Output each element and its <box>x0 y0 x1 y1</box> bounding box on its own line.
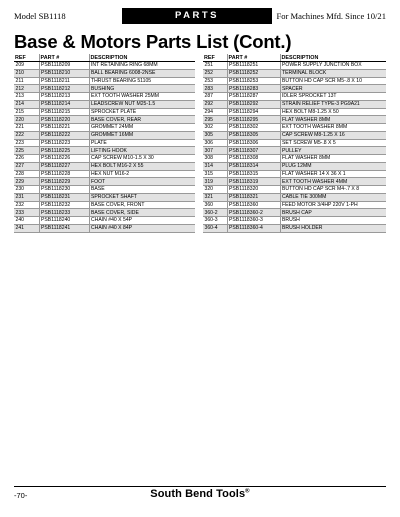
description-cell: HEX BOLT M16-2 X 55 <box>89 162 195 170</box>
part-number-cell: PSB1118283 <box>227 85 280 93</box>
table-row <box>14 193 195 201</box>
description-cell: SPACER <box>280 85 386 93</box>
footer-rule <box>14 486 386 487</box>
description-cell: BRUSH <box>280 217 386 225</box>
section-banner: PARTS <box>122 8 272 24</box>
description-cell: EXT TOOTH WASHER 8MM <box>280 124 386 132</box>
description-cell: LEADSCREW NUT M25-1.5 <box>89 100 195 108</box>
ref-cell: 360-2 <box>203 209 227 217</box>
ref-cell: 307 <box>203 147 227 155</box>
table-row <box>14 124 195 132</box>
ref-cell: 319 <box>203 178 227 186</box>
table-row <box>14 170 195 178</box>
ref-cell: 283 <box>203 85 227 93</box>
part-number-cell: PSB1118295 <box>227 116 280 124</box>
description-cell: FLAT WASHER 8MM <box>280 116 386 124</box>
table-row <box>14 201 195 209</box>
table-row <box>203 155 386 163</box>
part-number-cell: PSB1118212 <box>39 85 89 93</box>
table-row <box>14 217 195 225</box>
part-number-cell: PSB1118213 <box>39 93 89 101</box>
table-row <box>14 62 195 70</box>
ref-cell: 251 <box>203 62 227 70</box>
ref-cell: 232 <box>14 201 39 209</box>
ref-cell: 214 <box>14 100 39 108</box>
table-row <box>14 93 195 101</box>
part-number-cell: PSB1118232 <box>39 201 89 209</box>
ref-cell: 253 <box>203 77 227 85</box>
ref-cell: 240 <box>14 217 39 225</box>
description-cell: PULLEY <box>280 147 386 155</box>
table-row <box>14 224 195 232</box>
description-cell: EXT TOOTH WASHER 4MM <box>280 178 386 186</box>
part-number-cell: PSB1118223 <box>39 139 89 147</box>
part-number-cell: PSB1118315 <box>227 170 280 178</box>
description-cell: EXT TOOTH WASHER 25MM <box>89 93 195 101</box>
part-number-cell: PSB1118306 <box>227 139 280 147</box>
description-cell: BASE COVER, SIDE <box>89 209 195 217</box>
part-number-cell: PSB1118215 <box>39 108 89 116</box>
part-number-cell: PSB1118314 <box>227 162 280 170</box>
description-cell: BUTTON HD CAP SCR M4-.7 X 8 <box>280 186 386 194</box>
ref-cell: 287 <box>203 93 227 101</box>
ref-cell: 302 <box>203 124 227 132</box>
description-cell: LIFTING HOOK <box>89 147 195 155</box>
description-cell: BASE COVER, FRONT <box>89 201 195 209</box>
part-number-cell: PSB1118360 <box>227 201 280 209</box>
model-label: Model SB1118 <box>14 11 66 21</box>
description-cell: BRUSH HOLDER <box>280 224 386 232</box>
description-cell: BUTTON HD CAP SCR M5-.8 X 10 <box>280 77 386 85</box>
table-row <box>14 131 195 139</box>
part-number-cell: PSB1118251 <box>227 62 280 70</box>
col-ref-header: REF <box>14 54 39 62</box>
ref-cell: 252 <box>203 69 227 77</box>
table-row <box>203 193 386 201</box>
part-number-cell: PSB1118320 <box>227 186 280 194</box>
description-cell: FEED MOTOR 3/4HP 220V 1-PH <box>280 201 386 209</box>
col-part-header: PART # <box>39 54 89 62</box>
parts-table-right <box>203 54 386 233</box>
part-number-cell: PSB1118226 <box>39 155 89 163</box>
table-row <box>203 69 386 77</box>
description-cell: PLATE <box>89 139 195 147</box>
description-cell: CHAIN #40 X 54P <box>89 217 195 225</box>
table-row <box>14 178 195 186</box>
page-number: -70- <box>14 491 28 500</box>
table-row <box>14 85 195 93</box>
part-number-cell: PSB1118221 <box>39 124 89 132</box>
machines-since-label: For Machines Mfd. Since 10/21 <box>276 11 386 21</box>
description-cell: BUSHING <box>89 85 195 93</box>
ref-cell: 223 <box>14 139 39 147</box>
description-cell: CAP SCREW M8-1.25 X 16 <box>280 131 386 139</box>
description-cell: CABLE TIE 300MM <box>280 193 386 201</box>
ref-cell: 229 <box>14 178 39 186</box>
part-number-cell: PSB1118214 <box>39 100 89 108</box>
table-row <box>203 162 386 170</box>
part-number-cell: PSB1118227 <box>39 162 89 170</box>
part-number-cell: PSB1118233 <box>39 209 89 217</box>
part-number-cell: PSB1118210 <box>39 69 89 77</box>
description-cell: FOOT <box>89 178 195 186</box>
table-row <box>203 186 386 194</box>
table-row <box>203 116 386 124</box>
table-header-row <box>203 54 386 62</box>
ref-cell: 215 <box>14 108 39 116</box>
table-row <box>14 77 195 85</box>
col-desc-header: DESCRIPTION <box>89 54 195 62</box>
description-cell: HEX NUT M16-2 <box>89 170 195 178</box>
part-number-cell: PSB1118319 <box>227 178 280 186</box>
ref-cell: 220 <box>14 116 39 124</box>
part-number-cell: PSB1118308 <box>227 155 280 163</box>
ref-cell: 321 <box>203 193 227 201</box>
ref-cell: 211 <box>14 77 39 85</box>
table-row <box>14 69 195 77</box>
part-number-cell: PSB1118229 <box>39 178 89 186</box>
description-cell: GROMMET 24MM <box>89 124 195 132</box>
ref-cell: 230 <box>14 186 39 194</box>
table-row <box>203 170 386 178</box>
description-cell: INT RETAINING RING 68MM <box>89 62 195 70</box>
description-cell: SPROCKET SHAFT <box>89 193 195 201</box>
ref-cell: 320 <box>203 186 227 194</box>
ref-cell: 294 <box>203 108 227 116</box>
part-number-cell: PSB1118292 <box>227 100 280 108</box>
part-number-cell: PSB1118321 <box>227 193 280 201</box>
table-row <box>203 124 386 132</box>
description-cell: FLAT WASHER 8MM <box>280 155 386 163</box>
table-row <box>14 139 195 147</box>
table-row <box>203 217 386 225</box>
description-cell: CAP SCREW M10-1.5 X 30 <box>89 155 195 163</box>
part-number-cell: PSB1118307 <box>227 147 280 155</box>
ref-cell: 241 <box>14 224 39 232</box>
table-row <box>203 108 386 116</box>
trademark-mark: ® <box>245 488 250 495</box>
table-row <box>203 178 386 186</box>
ref-cell: 360-4 <box>203 224 227 232</box>
table-row <box>14 147 195 155</box>
description-cell: TERMINAL BLOCK <box>280 69 386 77</box>
ref-cell: 295 <box>203 116 227 124</box>
part-number-cell: PSB1118360-3 <box>227 217 280 225</box>
part-number-cell: PSB1118294 <box>227 108 280 116</box>
part-number-cell: PSB1118240 <box>39 217 89 225</box>
ref-cell: 292 <box>203 100 227 108</box>
part-number-cell: PSB1118220 <box>39 116 89 124</box>
part-number-cell: PSB1118253 <box>227 77 280 85</box>
part-number-cell: PSB1118228 <box>39 170 89 178</box>
part-number-cell: PSB1118209 <box>39 62 89 70</box>
description-cell: PLUG 12MM <box>280 162 386 170</box>
description-cell: FLAT WASHER 14 X 36 X 1 <box>280 170 386 178</box>
part-number-cell: PSB1118225 <box>39 147 89 155</box>
parts-table-left <box>14 54 195 233</box>
part-number-cell: PSB1118222 <box>39 131 89 139</box>
table-row <box>203 209 386 217</box>
part-number-cell: PSB1118360-4 <box>227 224 280 232</box>
ref-cell: 360 <box>203 201 227 209</box>
table-row <box>203 77 386 85</box>
col-part-header: PART # <box>227 54 280 62</box>
description-cell: BASE <box>89 186 195 194</box>
part-number-cell: PSB1118231 <box>39 193 89 201</box>
part-number-cell: PSB1118305 <box>227 131 280 139</box>
ref-cell: 231 <box>14 193 39 201</box>
table-header-row <box>14 54 195 62</box>
description-cell: SPROCKET PLATE <box>89 108 195 116</box>
table-row <box>203 224 386 232</box>
brand-text: South Bend Tools <box>150 488 246 500</box>
description-cell: GROMMET 16MM <box>89 131 195 139</box>
table-row <box>203 139 386 147</box>
ref-cell: 308 <box>203 155 227 163</box>
ref-cell: 228 <box>14 170 39 178</box>
ref-cell: 213 <box>14 93 39 101</box>
table-row <box>203 85 386 93</box>
ref-cell: 315 <box>203 170 227 178</box>
page-title: Base & Motors Parts List (Cont.) <box>14 31 292 52</box>
description-cell: STRAIN RELIEF TYPE-3 PG9A21 <box>280 100 386 108</box>
table-row <box>203 62 386 70</box>
ref-cell: 221 <box>14 124 39 132</box>
description-cell: IDLER SPROCKET 13T <box>280 93 386 101</box>
col-ref-header: REF <box>203 54 227 62</box>
description-cell: BRUSH CAP <box>280 209 386 217</box>
description-cell: BASE COVER, REAR <box>89 116 195 124</box>
description-cell: HEX BOLT M8-1.25 X 50 <box>280 108 386 116</box>
ref-cell: 209 <box>14 62 39 70</box>
ref-cell: 225 <box>14 147 39 155</box>
table-row <box>14 100 195 108</box>
table-row <box>203 100 386 108</box>
description-cell: THRUST BEARING 51105 <box>89 77 195 85</box>
description-cell: SET SCREW M5-.8 X 5 <box>280 139 386 147</box>
part-number-cell: PSB1118211 <box>39 77 89 85</box>
part-number-cell: PSB1118252 <box>227 69 280 77</box>
description-cell: POWER SUPPLY JUNCTION BOX <box>280 62 386 70</box>
table-row <box>14 162 195 170</box>
part-number-cell: PSB1118241 <box>39 224 89 232</box>
table-row <box>203 147 386 155</box>
ref-cell: 222 <box>14 131 39 139</box>
table-row <box>14 186 195 194</box>
part-number-cell: PSB1118360-2 <box>227 209 280 217</box>
table-row <box>14 209 195 217</box>
ref-cell: 212 <box>14 85 39 93</box>
part-number-cell: PSB1118287 <box>227 93 280 101</box>
ref-cell: 227 <box>14 162 39 170</box>
ref-cell: 306 <box>203 139 227 147</box>
page-header <box>14 8 386 24</box>
ref-cell: 360-3 <box>203 217 227 225</box>
ref-cell: 210 <box>14 69 39 77</box>
description-cell: BALL BEARING 6008-2NSE <box>89 69 195 77</box>
ref-cell: 314 <box>203 162 227 170</box>
table-row <box>14 116 195 124</box>
description-cell: CHAIN #40 X 84P <box>89 224 195 232</box>
table-row <box>203 131 386 139</box>
ref-cell: 233 <box>14 209 39 217</box>
table-row <box>203 201 386 209</box>
ref-cell: 305 <box>203 131 227 139</box>
ref-cell: 226 <box>14 155 39 163</box>
col-desc-header: DESCRIPTION <box>280 54 386 62</box>
brand-name <box>0 488 400 500</box>
part-number-cell: PSB1118230 <box>39 186 89 194</box>
table-row <box>14 155 195 163</box>
part-number-cell: PSB1118302 <box>227 124 280 132</box>
table-row <box>14 108 195 116</box>
table-row <box>203 93 386 101</box>
